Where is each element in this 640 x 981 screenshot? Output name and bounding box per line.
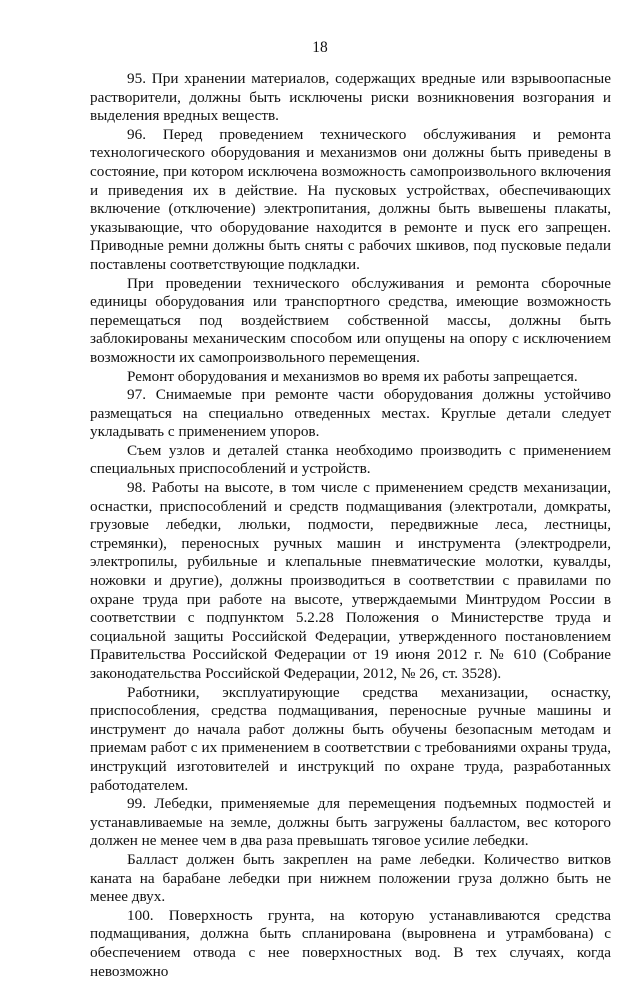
- paragraph-98-worker-training: Работники, эксплуатирующие средства механизации, оснастку, приспособления, средства подмащивания, переносные ручные машины и инструмент до начала работ должны быть обучены безопасным методам и приемам работ с их применением в соответствии с требованиями охраны труда, инструкций изготовителей и инструкций по охране труда, разработанных работодателем.: [90, 683, 611, 794]
- paragraph-99: 99. Лебедки, применяемые для перемещения подъемных подмостей и устанавливаемые на земле, должны быть загружены балластом, вес которого должен не менее чем в два раза превышать тяговое усилие лебедки.: [90, 795, 611, 850]
- paragraph-98: 98. Работы на высоте, в том числе с применением средств механизации, оснастки, приспособлений и средств подмащивания (электротали, домкраты, грузовые лебедки, люльки, подмости, передвижные леса, лестницы, стремянки), переносных ручных машин и инструмента (электродрели, электропилы, рубильные и клепальные пневматические молотки, кувалды, ножовки и другие), должны производиться в соответствии с правилами по охране труда при работе на высоте, утверждаемыми Минтрудом России в соответствии с подпунктом 5.2.28 Положения о Министерстве труда и социальной защиты Российской Федерации, утвержденного постановлением Правительства Российской Федерации от 19 июня 2012 г. № 610 (Собрание законодательства Российской Федерации, 2012, № 26, ст. 3528).: [90, 479, 611, 682]
- paragraph-99-ballast: Балласт должен быть закреплен на раме лебедки. Количество витков каната на барабане лебедки при нижнем положении груза должно быть не менее двух.: [90, 850, 611, 906]
- paragraph-95: 95. При хранении материалов, содержащих вредные или взрывоопасные растворители, должны быть исключены риски возникновения возгорания и выделения вредных веществ.: [90, 70, 611, 125]
- page-number: 18: [312, 39, 328, 56]
- document-body: [90, 70, 611, 981]
- paragraph-97: 97. Снимаемые при ремонте части оборудования должны устойчиво размещаться на специально отведенных местах. Круглые детали следует укладывать с применением упоров.: [90, 386, 611, 441]
- paragraph-96-maintenance-blocking: При проведении технического обслуживания и ремонта сборочные единицы оборудования или транспортного средства, имеющие возможность перемещаться под воздействием собственной массы, должны быть заблокированы механическим способом или опущены на опору с исключением возможности их самопроизвольного перемещения.: [90, 274, 611, 366]
- paragraph-100: 100. Поверхность грунта, на которую устанавливаются средства подмащивания, должна быть спланирована (выровнена и утрамбована) с обеспечением отвода с нее поверхностных вод. В тех случаях, когда невозможно: [90, 906, 611, 980]
- paragraph-97-removal-tools: Съем узлов и деталей станка необходимо производить с применением специальных приспособлений и устройств.: [90, 441, 611, 478]
- paragraph-96-repair-prohibition: Ремонт оборудования и механизмов во время их работы запрещается.: [127, 367, 578, 385]
- paragraph-96: 96. Перед проведением технического обслуживания и ремонта технологического оборудования и механизмов они должны быть приведены в состояние, при котором исключена возможность самопроизвольного включения и приведения их в действие. На пусковых устройствах, обеспечивающих включение (отключение) электропитания, должны быть вывешены плакаты, указывающие, что оборудование находится в ремонте и пуск его запрещен. Приводные ремни должны быть сняты с рабочих шкивов, под пусковые педали поставлены соответствующие подкладки.: [90, 125, 611, 273]
